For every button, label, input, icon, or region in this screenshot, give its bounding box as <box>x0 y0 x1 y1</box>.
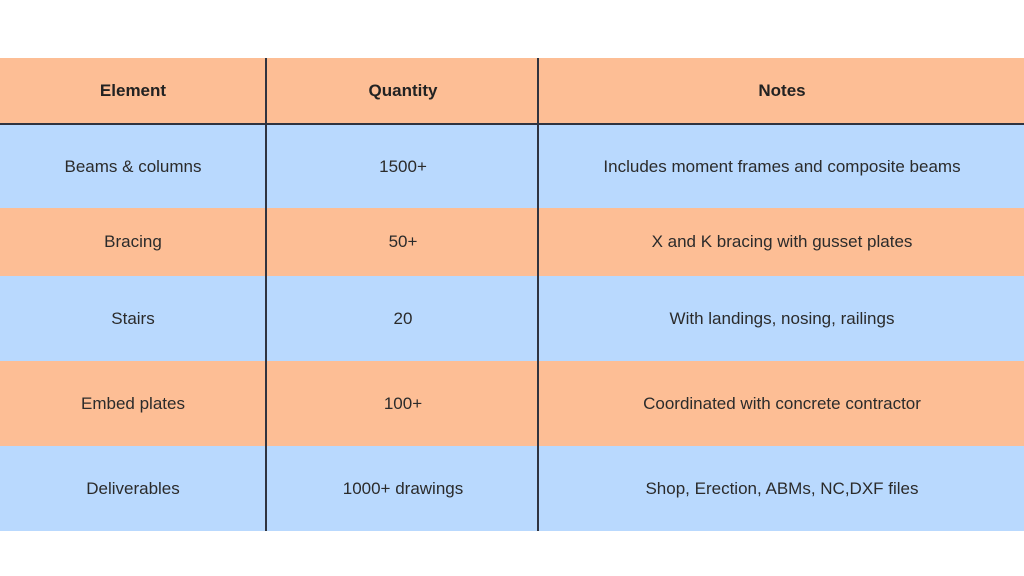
steel-elements-table <box>0 58 1024 531</box>
table-row <box>0 361 1024 446</box>
cell-element: Stairs <box>111 308 155 328</box>
cell-quantity: 100+ <box>383 393 423 413</box>
cell-notes: With landings, nosing, railings <box>669 308 895 328</box>
table-header-row <box>0 58 1024 123</box>
column-divider-line <box>537 58 539 531</box>
cell-quantity: 1500+ <box>379 156 427 176</box>
cell-quantity: 50+ <box>388 232 418 251</box>
cell-notes: Coordinated with concrete contractor <box>643 393 921 413</box>
cell-element: Deliverables <box>86 478 180 498</box>
cell-quantity: 20 <box>393 308 413 328</box>
table-row <box>0 446 1024 531</box>
table-row <box>0 276 1024 361</box>
header-notes: Notes <box>758 80 806 100</box>
header-element: Element <box>99 80 167 100</box>
cell-notes: X and K bracing with gusset plates <box>651 232 913 251</box>
column-divider-line <box>265 58 267 531</box>
cell-notes: Shop, Erection, ABMs, NC,DXF files <box>645 478 919 498</box>
cell-element: Bracing <box>104 232 162 251</box>
table-row <box>0 125 1024 208</box>
table-row <box>0 208 1024 276</box>
header-quantity: Quantity <box>368 80 438 100</box>
header-divider-line <box>0 123 1024 125</box>
cell-notes: Includes moment frames and composite beams <box>603 156 961 176</box>
cell-element: Embed plates <box>81 393 185 413</box>
cell-quantity: 1000+ drawings <box>342 478 464 498</box>
cell-element: Beams & columns <box>64 156 202 176</box>
